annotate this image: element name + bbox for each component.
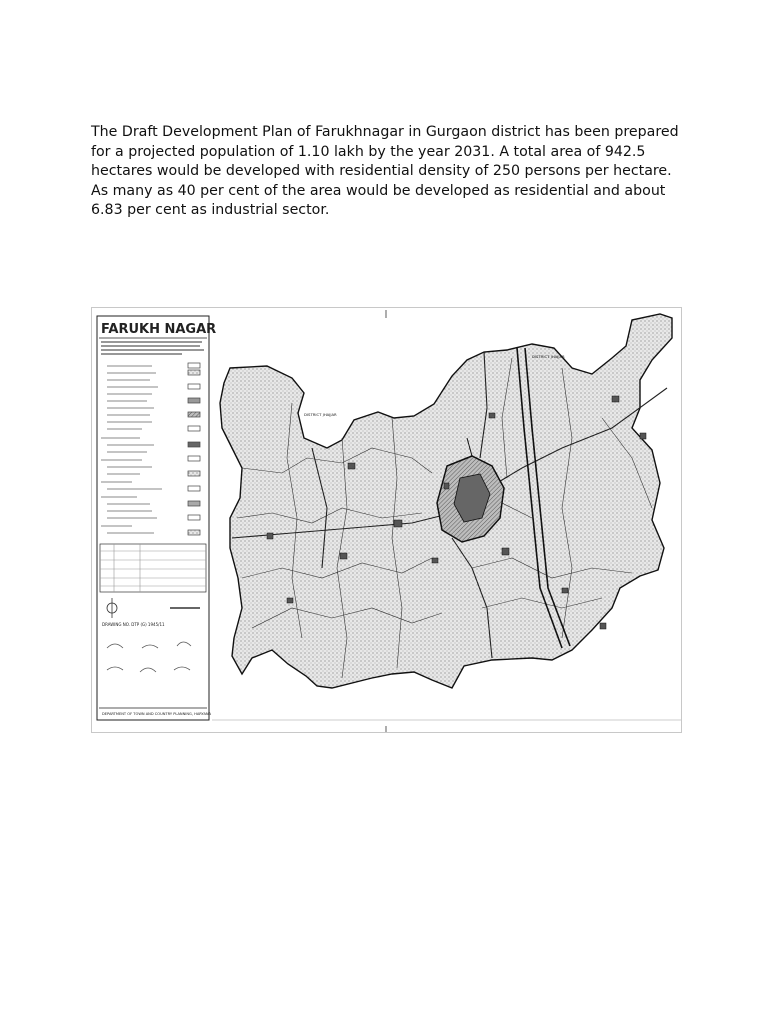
district-label-east: DISTRICT JHAJJAR	[532, 354, 565, 359]
description-paragraph: The Draft Development Plan of Farukhnagar in Gurgaon district has been prepared for a projected population of 1.10 lakh by the year 2031. A total area of 942.5 hectares would be developed with residential density of 250 persons per hectare. As many as 40 per cent of the area would be developed as residential and about 6.83 per cent as industrial sector.	[91, 124, 679, 218]
map-legend	[97, 316, 216, 720]
development-plan-map	[91, 307, 682, 733]
map-footer: DEPARTMENT OF TOWN AND COUNTRY PLANNING, HARYANA	[102, 712, 212, 716]
drawing-number: DRAWING NO. DTP (G) 1945/11	[102, 622, 165, 627]
map-title: FARUKH NAGAR	[101, 322, 217, 337]
district-label-north: DISTRICT JHAJJAR	[304, 412, 337, 417]
plan-area	[220, 314, 672, 688]
